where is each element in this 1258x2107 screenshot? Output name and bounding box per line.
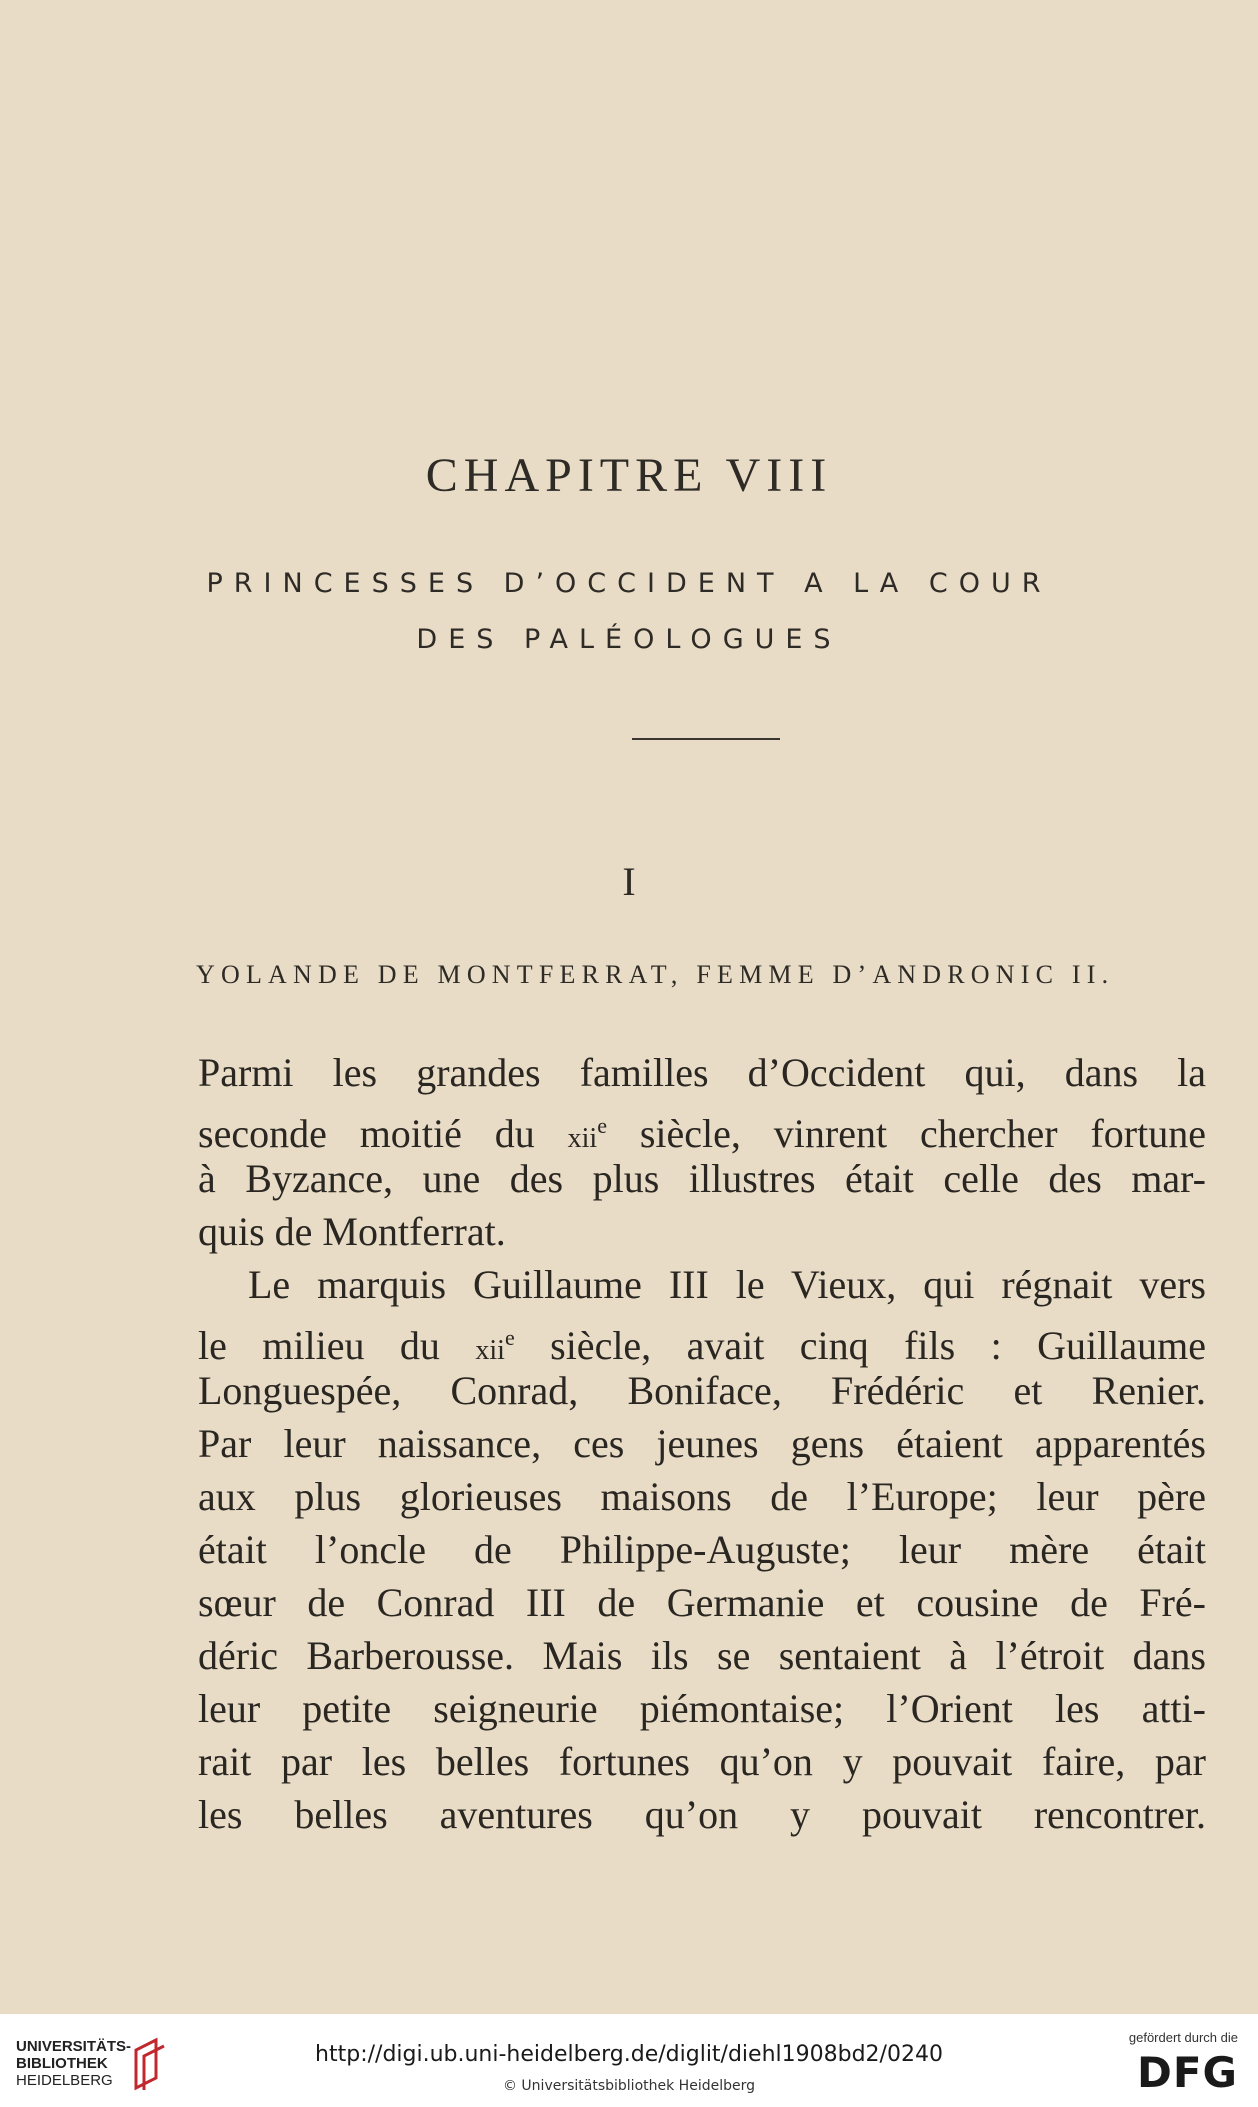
text-line: les belles aventures qu’on y pouvait rencontrer. (198, 1792, 1206, 1837)
text-line: sœur de Conrad III de Germanie et cousine de Fré- (198, 1580, 1206, 1625)
text-line: Parmi les grandes familles d’Occident qui, dans la (198, 1050, 1206, 1095)
copyright-notice: © Universitätsbibliothek Heidelberg (502, 2078, 755, 2094)
permalink-url[interactable]: http://digi.ub.uni-heidelberg.de/diglit/diehl1908bd2/0240 (315, 2042, 943, 2067)
text-line: seconde moitié du xii$^e$ siècle, vinrent chercher fortune (198, 1111, 1206, 1156)
text-line: était l’oncle de Philippe-Auguste; leur mère était (198, 1527, 1206, 1572)
text-line: Par leur naissance, ces jeunes gens étaient apparentés (198, 1421, 1206, 1466)
text-line: quis de Montferrat. (198, 1209, 506, 1254)
section-number: I (622, 859, 636, 904)
text-line: à Byzance, une des plus illustres était celle des mar- (198, 1156, 1206, 1201)
funding-label: gefördert durch die (1128, 2030, 1238, 2045)
footer-bar (0, 2014, 1258, 2107)
dfg-logo: DFG (1136, 2048, 1238, 2097)
text-line: Longuespée, Conrad, Boniface, Frédéric et Renier. (198, 1368, 1206, 1413)
chapter-subtitle-line2: DES PALÉOLOGUES (416, 624, 842, 655)
text-line: rait par les belles fortunes qu’on y pouvait faire, par (198, 1739, 1206, 1784)
text-line: leur petite seigneurie piémontaise; l’Orient les atti- (198, 1686, 1206, 1731)
library-logo-text: UNIVERSITÄTS- BIBLIOTHEK HEIDELBERG (16, 2038, 132, 2089)
text-line: le milieu du xii$^e$ siècle, avait cinq fils : Guillaume (198, 1323, 1207, 1368)
body-text (198, 1046, 1206, 1841)
section-heading: YOLANDE DE MONTFERRAT, FEMME D’ANDRONIC II. (196, 960, 1115, 989)
text-line: Le marquis Guillaume III le Vieux, qui régnait vers (248, 1262, 1206, 1307)
text-line: déric Barberousse. Mais ils se sentaient à l’étroit dans (198, 1633, 1206, 1678)
text-line: aux plus glorieuses maisons de l’Europe; leur père (198, 1474, 1206, 1519)
title-divider (632, 738, 780, 740)
chapter-title: CHAPITRE VIII (425, 449, 833, 502)
chapter-subtitle-line1: PRINCESSES D’OCCIDENT A LA COUR (206, 568, 1052, 599)
